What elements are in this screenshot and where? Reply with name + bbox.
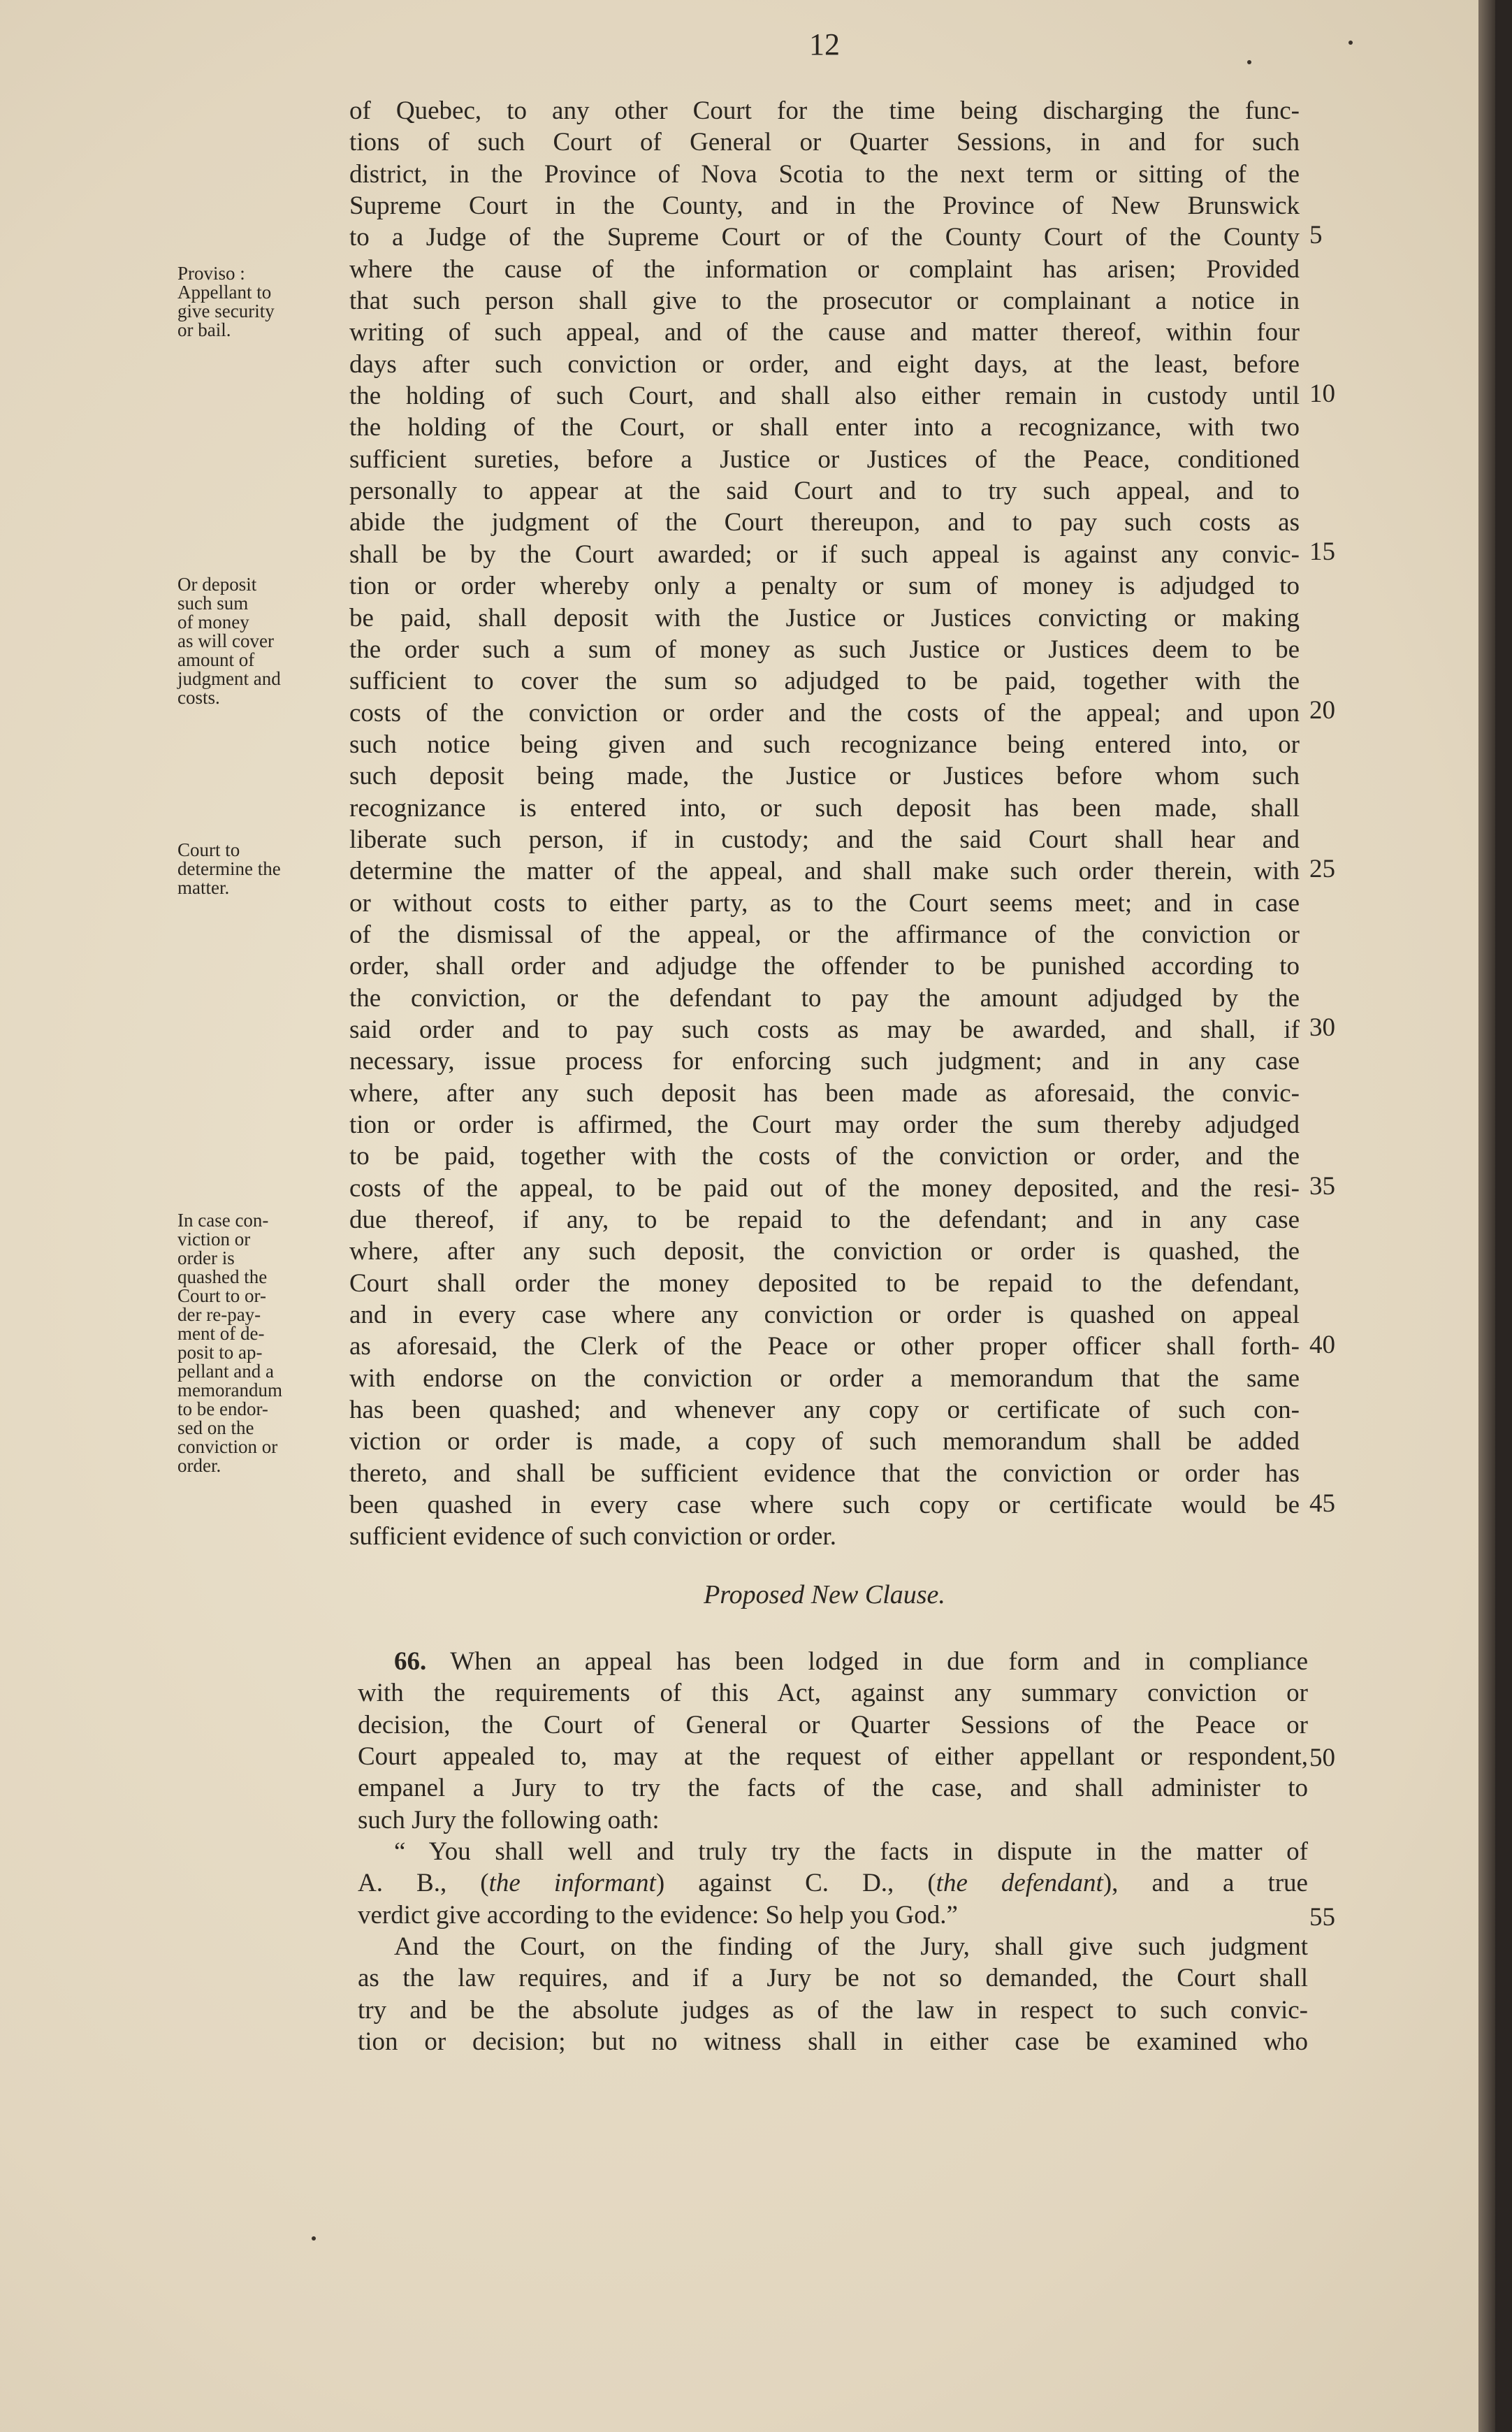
margin-note-line: ment of de-: [177, 1323, 265, 1344]
text-line: with endorse on the conviction or order a memorandum that the same: [349, 1363, 1300, 1393]
text-line: costs of the conviction or order and the costs of the appeal; and upon: [349, 698, 1300, 728]
text-line: sufficient evidence of such conviction or order.: [349, 1522, 836, 1551]
text-line: the order such a sum of money as such Justice or Justices deem to be: [349, 635, 1300, 664]
margin-note-line: viction or: [177, 1229, 251, 1250]
margin-note-line: memorandum: [177, 1380, 282, 1400]
text-line: as the law requires, and if a Jury be not so demanded, the Court shall: [358, 1964, 1308, 1993]
text-line: said order and to pay such costs as may be awarded, and shall, if: [349, 1015, 1300, 1044]
margin-note-line: give security: [177, 301, 275, 321]
margin-note-line: matter.: [177, 877, 230, 898]
text-line: Court shall order the money deposited to be repaid to the defendant,: [349, 1268, 1300, 1298]
line-number: 30: [1309, 1013, 1335, 1042]
margin-note-line: such sum: [177, 593, 249, 614]
body-text: [349, 95, 1300, 1553]
oath-defendant: the defendant: [936, 1869, 1103, 1898]
text-line: where, after any such deposit has been made as aforesaid, the convic-: [349, 1078, 1300, 1108]
line-number: 35: [1309, 1172, 1335, 1201]
text-line: to be paid, together with the costs of the conviction or order, and the: [349, 1142, 1300, 1171]
text-line: writing of such appeal, and of the cause and matter thereof, within four: [349, 318, 1300, 347]
margin-note-line: or bail.: [177, 319, 231, 340]
text-line: be paid, shall deposit with the Justice or Justices convicting or making: [349, 603, 1300, 632]
text-line: sufficient sureties, before a Justice or Justices of the Peace, conditioned: [349, 444, 1300, 474]
margin-note-line: quashed the: [177, 1266, 268, 1287]
line-number: 40: [1309, 1331, 1335, 1359]
text-line: sufficient to cover the sum so adjudged to be paid, together with the: [349, 667, 1300, 696]
margin-note-line: judgment and: [177, 668, 281, 689]
margin-note-line: determine the: [177, 858, 281, 879]
margin-note-line: order.: [177, 1455, 221, 1476]
text-line: order, shall order and adjudge the offender to be punished according to: [349, 952, 1300, 981]
oath-line: “ You shall well and truly try the facts in dispute in the matter of: [394, 1837, 1308, 1867]
text-line: costs of the appeal, to be paid out of the money deposited, and the resi-: [349, 1173, 1300, 1203]
text-line: with the requirements of this Act, against any summary conviction or: [358, 1679, 1308, 1708]
text-line: try and be the absolute judges as of the law in respect to such convic-: [358, 1995, 1308, 2025]
text-line: of the dismissal of the appeal, or the affirmance of the conviction or: [349, 920, 1300, 949]
text-line: days after such conviction or order, and eight days, at the least, before: [349, 349, 1300, 379]
text-line: abide the judgment of the Court thereupon, and to pay such costs as: [349, 508, 1300, 537]
text-line: the conviction, or the defendant to pay the amount adjudged by the: [349, 983, 1300, 1013]
text-line: the holding of such Court, and shall also either remain in custody until: [349, 382, 1300, 411]
text-line: of Quebec, to any other Court for the time being discharging the func-: [349, 96, 1300, 125]
line-number: 15: [1309, 537, 1335, 566]
text-line: And the Court, on the finding of the Jury, shall give such judgment: [394, 1932, 1308, 1962]
text-line: and in every case where any conviction or order is quashed on appeal: [349, 1301, 1300, 1330]
text-line: tion or decision; but no witness shall in either case be examined who: [358, 2027, 1308, 2057]
margin-note-proviso: [177, 264, 345, 340]
oath-informant: the informant: [488, 1869, 656, 1898]
ink-speck: [1349, 41, 1353, 45]
line-number: 55: [1309, 1903, 1335, 1932]
text-line: Court appealed to, may at the request of either appellant or respondent,: [358, 1742, 1308, 1772]
margin-note-line: costs.: [177, 687, 220, 708]
line-number: 5: [1309, 221, 1323, 249]
margin-note-line: der re-pay-: [177, 1304, 261, 1325]
margin-note-line: to be endor-: [177, 1398, 268, 1419]
margin-note-line: posit to ap-: [177, 1342, 263, 1363]
text-line: or without costs to either party, as to the Court seems meet; and in case: [349, 888, 1300, 918]
oath-text: A. B., (: [358, 1869, 489, 1898]
text-line: necessary, issue process for enforcing such judgment; and in any case: [349, 1047, 1300, 1076]
text-line: Supreme Court in the County, and in the Province of New Brunswick: [349, 191, 1300, 221]
ink-speck: [1247, 60, 1251, 64]
text-line: viction or order is made, a copy of such memorandum shall be added: [349, 1427, 1300, 1456]
text-line: the holding of the Court, or shall enter into a recognizance, with two: [349, 413, 1300, 442]
clause-text: When an appeal has been lodged in due form and in compliance: [450, 1647, 1308, 1676]
text-line: that such person shall give to the prosecutor or complainant a notice in: [349, 287, 1300, 316]
ink-speck: [312, 2236, 316, 2241]
text-line: to a Judge of the Supreme Court or of the County Court of the County: [349, 223, 1300, 252]
text-line: recognizance is entered into, or such deposit has been made, shall: [349, 793, 1300, 823]
proposed-clause: [358, 1646, 1308, 2057]
margin-note-line: Court to: [177, 839, 240, 860]
text-line: where the cause of the information or complaint has arisen; Provided: [349, 254, 1300, 284]
text-line: has been quashed; and whenever any copy or certificate of such con-: [349, 1396, 1300, 1425]
line-number: 25: [1309, 855, 1335, 883]
margin-note-line: Or deposit: [177, 574, 257, 595]
margin-note-court: [177, 841, 345, 897]
text-line: thereto, and shall be sufficient evidence that the conviction or order has: [349, 1459, 1300, 1488]
text-line: determine the matter of the appeal, and shall make such order therein, with: [349, 857, 1300, 886]
margin-note-line: pellant and a: [177, 1361, 274, 1382]
oath-line: [358, 1867, 1308, 1899]
text-line: shall be by the Court awarded; or if such appeal is against any convic-: [349, 540, 1300, 569]
margin-note-line: Proviso :: [177, 263, 245, 284]
text-line: personally to appear at the said Court and to try such appeal, and to: [349, 477, 1300, 506]
text-line: empanel a Jury to try the facts of the case, and shall administer to: [358, 1774, 1308, 1803]
line-number: 10: [1309, 379, 1335, 408]
section-heading: Proposed New Clause.: [704, 1580, 945, 1609]
margin-note-line: as will cover: [177, 630, 274, 651]
margin-note-line: amount of: [177, 649, 255, 670]
margin-note-line: sed on the: [177, 1417, 254, 1438]
text-line: decision, the Court of General or Quarter Sessions of the Peace or: [358, 1710, 1308, 1739]
oath-text: ), and a true: [1103, 1869, 1308, 1898]
margin-note-deposit: [177, 575, 345, 707]
margin-note-quashed: [177, 1211, 345, 1475]
margin-note-line: order is: [177, 1247, 235, 1268]
oath-line: verdict give according to the evidence: So help you God.”: [358, 1900, 958, 1930]
margin-note-line: conviction or: [177, 1436, 278, 1457]
text-line: tion or order is affirmed, the Court may order the sum thereby adjudged: [349, 1110, 1300, 1139]
clause-number: 66.: [394, 1647, 427, 1676]
text-line: such deposit being made, the Justice or Justices before whom such: [349, 762, 1300, 791]
text-line: district, in the Province of Nova Scotia to the next term or sitting of the: [349, 159, 1300, 189]
page-edge: [1478, 0, 1495, 2432]
margin-note-line: Appellant to: [177, 282, 272, 303]
text-line: due thereof, if any, to be repaid to the defendant; and in any case: [349, 1206, 1300, 1235]
clause-first-line: [358, 1646, 1308, 1677]
page-number: 12: [809, 27, 840, 61]
line-number: 45: [1309, 1489, 1335, 1518]
text-line: where, after any such deposit, the conviction or order is quashed, the: [349, 1237, 1300, 1266]
text-line: liberate such person, if in custody; and the said Court shall hear and: [349, 825, 1300, 854]
text-line: such Jury the following oath:: [358, 1805, 660, 1834]
line-number: 20: [1309, 696, 1335, 725]
text-line: tion or order whereby only a penalty or sum of money is adjudged to: [349, 572, 1300, 601]
line-number: 50: [1309, 1744, 1335, 1772]
text-line: been quashed in every case where such copy or certificate would be: [349, 1491, 1300, 1520]
text-line: such notice being given and such recognizance being entered into, or: [349, 730, 1300, 759]
margin-note-line: Court to or-: [177, 1285, 266, 1306]
oath-text: ) against C. D., (: [655, 1869, 936, 1898]
text-line: as aforesaid, the Clerk of the Peace or other proper officer shall forth-: [349, 1332, 1300, 1361]
margin-note-line: of money: [177, 611, 249, 632]
text-line: tions of such Court of General or Quarter Sessions, in and for such: [349, 128, 1300, 157]
margin-note-line: In case con-: [177, 1210, 269, 1231]
